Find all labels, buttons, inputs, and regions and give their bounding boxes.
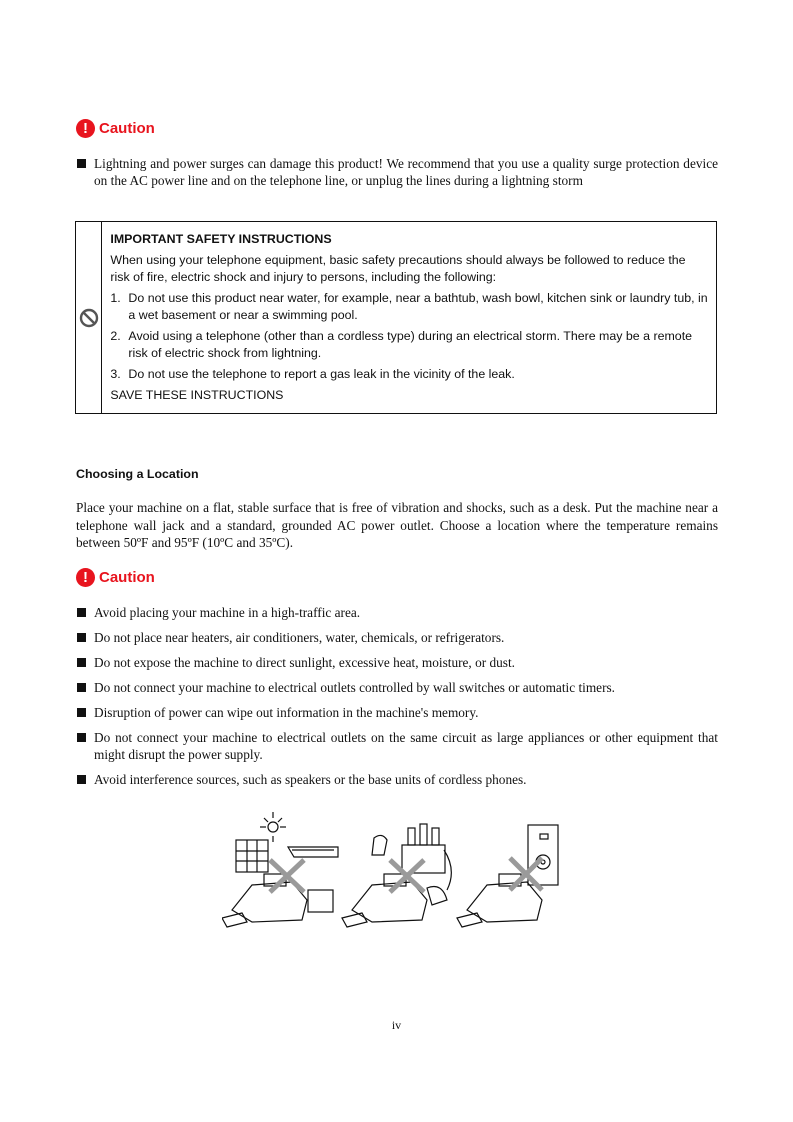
caution-bullet: Avoid interference sources, such as speakers or the base units of cordless phones. <box>76 771 718 788</box>
cross-mark-icons <box>270 858 542 892</box>
safety-item <box>110 290 708 324</box>
location-illustration <box>222 810 577 930</box>
caution-bullet: Lightning and power surges can damage this product! We recommend that you use a quality surge protection device on the AC power line and on the telephone line, or unplug the lines during a lightning storm <box>76 155 718 189</box>
item-text: Do not use this product near water, for example, near a bathtub, wash bowl, kitchen sink or laundry tub, in a wet basement or near a swimming pool. <box>128 291 708 322</box>
safety-icon-column <box>76 222 102 413</box>
safety-title: IMPORTANT SAFETY INSTRUCTIONS <box>110 232 332 246</box>
caution-header <box>76 568 155 587</box>
item-number: 3. <box>110 367 121 381</box>
caution-header <box>76 119 155 138</box>
exclamation-circle-icon: ! <box>76 568 95 587</box>
caution-list <box>76 155 718 189</box>
safety-instructions-box <box>75 221 717 414</box>
caution-label: Caution <box>99 120 155 137</box>
safety-footer: SAVE THESE INSTRUCTIONS <box>110 388 284 402</box>
page-number: iv <box>391 1018 402 1032</box>
location-paragraph: Place your machine on a flat, stable surface that is free of vibration and shocks, such as a desk. Put the machine near a telephone wall jack and a standard, grounded AC power outlet. Choose a location where the temperature remains between 50ºF and 95ºF (10ºC and 35ºC). <box>76 500 718 550</box>
caution-label: Caution <box>99 569 155 586</box>
fax-near-water-illustration <box>342 824 451 927</box>
prohibited-icon <box>79 308 99 328</box>
safety-item <box>110 328 708 362</box>
safety-intro: When using your telephone equipment, basic safety precautions should always be followed to reduce the risk of fire, electric shock and injury to persons, including the following: <box>110 253 686 284</box>
caution-bullet: Disruption of power can wipe out information in the machine's memory. <box>76 704 718 721</box>
safety-item <box>110 366 708 383</box>
caution-bullet: Do not place near heaters, air conditioners, water, chemicals, or refrigerators. <box>76 629 718 646</box>
exclamation-circle-icon: ! <box>76 119 95 138</box>
caution-bullet: Do not connect your machine to electrical outlets controlled by wall switches or automatic timers. <box>76 679 718 696</box>
item-number: 2. <box>110 329 121 343</box>
caution-bullet: Do not connect your machine to electrical outlets on the same circuit as large appliances or other equipment that might disrupt the power supply. <box>76 729 718 763</box>
fax-near-speaker-illustration <box>457 825 558 927</box>
item-text: Do not use the telephone to report a gas leak in the vicinity of the leak. <box>128 367 515 381</box>
caution-bullet: Avoid placing your machine in a high-traffic area. <box>76 604 718 621</box>
safety-content <box>102 222 716 413</box>
section-heading: Choosing a Location <box>76 467 199 481</box>
item-text: Avoid using a telephone (other than a cordless type) during an electrical storm. There may be a remote risk of electric shock from lightning. <box>128 329 693 360</box>
caution-list <box>76 604 718 788</box>
item-number: 1. <box>110 291 121 305</box>
caution-bullet: Do not expose the machine to direct sunlight, excessive heat, moisture, or dust. <box>76 654 718 671</box>
